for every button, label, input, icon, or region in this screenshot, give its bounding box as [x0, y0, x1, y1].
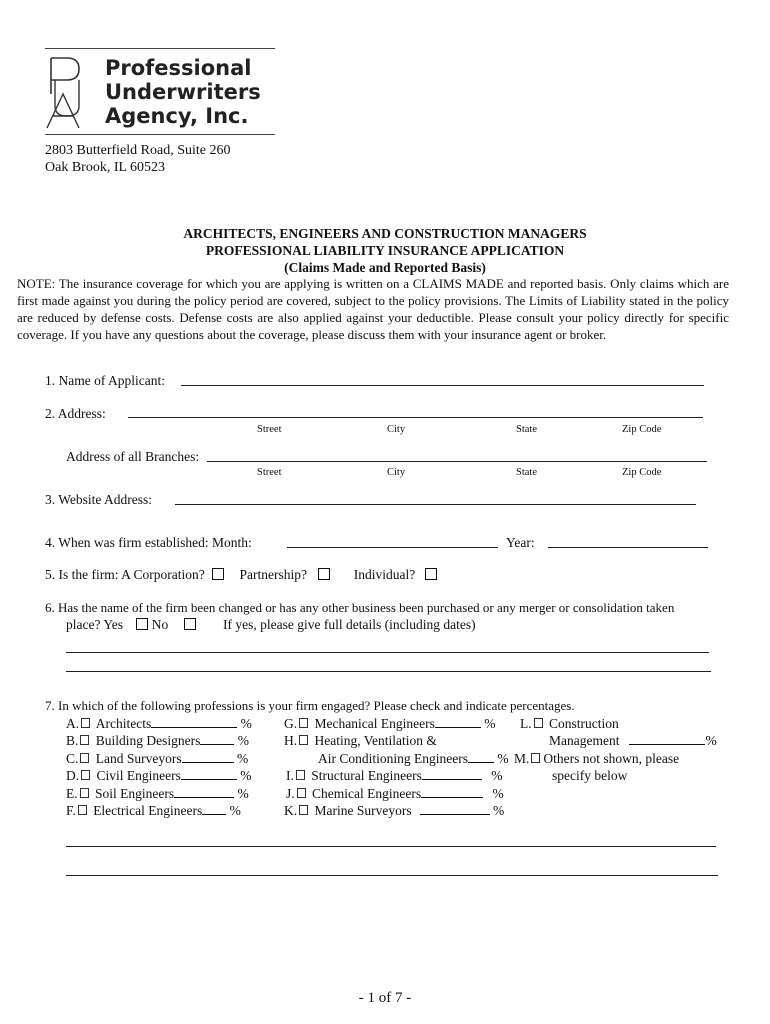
profession-g-checkbox[interactable] [299, 718, 308, 728]
q6-yes-checkbox[interactable] [136, 618, 148, 630]
logo-top-rule [45, 48, 275, 49]
profession-c-checkbox[interactable] [80, 753, 89, 763]
profession-h-line-2: Air Conditioning Engineers % [318, 751, 509, 766]
q4-label: 4. When was firm established: Month: [45, 535, 252, 550]
profession-e-checkbox[interactable] [80, 788, 89, 798]
profession-j[interactable]: J. Chemical Engineers % [286, 786, 504, 801]
pua-monogram-icon [45, 54, 97, 130]
profession-d-checkbox[interactable] [81, 770, 90, 780]
q6-no-label: No [151, 617, 169, 632]
branches-state-label: State [516, 467, 537, 478]
profession-k[interactable]: K. Marine Surveyors % [284, 803, 505, 818]
logo-line-3: Agency, Inc. [105, 104, 249, 128]
address-field[interactable] [128, 417, 703, 418]
profession-i[interactable]: I. Structural Engineers % [286, 768, 503, 783]
other-specify-line-1[interactable] [66, 846, 716, 847]
page-number: - 1 of 7 - [358, 990, 412, 1006]
profession-a[interactable]: A. Architects % [66, 716, 252, 731]
profession-f[interactable]: F. Electrical Engineers % [66, 803, 241, 818]
profession-h[interactable]: H. Heating, Ventilation & [284, 733, 437, 748]
profession-m-checkbox[interactable] [531, 753, 540, 763]
profession-d[interactable]: D. Civil Engineers % [66, 768, 252, 783]
partnership-label: Partnership? [239, 567, 307, 582]
profession-b[interactable]: B. Building Designers % [66, 733, 250, 748]
website-field[interactable] [175, 504, 696, 505]
profession-l-checkbox[interactable] [534, 718, 543, 728]
branches-city-label: City [387, 467, 406, 478]
q5-label [45, 567, 437, 583]
month-field[interactable] [287, 547, 498, 548]
other-specify-line-2[interactable] [66, 875, 718, 876]
profession-e[interactable]: E. Soil Engineers % [66, 786, 249, 801]
q6-details-line-1[interactable] [66, 652, 709, 653]
profession-l-line-2: Management % [549, 733, 717, 748]
q6-yes-label: place? Yes [66, 617, 123, 632]
address-line-1: 2803 Butterfield Road, Suite 260 [45, 143, 231, 158]
year-field[interactable] [548, 547, 708, 548]
q6-line-2 [66, 617, 476, 633]
address-street-label: Street [257, 424, 282, 435]
branches-field[interactable] [207, 461, 707, 462]
partnership-checkbox[interactable] [318, 568, 330, 580]
profession-i-checkbox[interactable] [296, 770, 305, 780]
title-line-1: ARCHITECTS, ENGINEERS AND CONSTRUCTION MANAGERS [183, 226, 587, 241]
branches-label: Address of all Branches: [66, 449, 200, 464]
profession-k-checkbox[interactable] [299, 805, 308, 815]
address-zip-label: Zip Code [622, 424, 662, 435]
profession-h-checkbox[interactable] [299, 735, 308, 745]
q1-label: 1. Name of Applicant: [45, 373, 165, 388]
title-line-3: (Claims Made and Reported Basis) [284, 260, 486, 275]
address-line-2: Oak Brook, IL 60523 [45, 160, 166, 175]
profession-c[interactable]: C. Land Surveyors % [66, 751, 249, 766]
logo-bottom-rule [45, 134, 275, 135]
q6-line-1: 6. Has the name of the firm been changed or has any other business been purchased or any merger or consolidation taken [45, 600, 675, 615]
profession-l[interactable]: L. Construction [520, 716, 619, 731]
q7-label: 7. In which of the following professions is your firm engaged? Please check and indicate percentages. [45, 698, 575, 713]
coverage-note: NOTE: The insurance coverage for which you are applying is written on a CLAIMS MADE and reported basis. Only claims which are first made against you during the policy period are covered, subject to the policy provisions. The Limits of Liability stated in the policy are reduced by defense costs. Defense costs are also applied against your deductible. Please consult your policy directly for specific coverage. If you have any questions about the coverage, please discuss them with your insurance agent or broker. [17, 276, 729, 342]
branches-street-label: Street [257, 467, 282, 478]
year-label: Year: [506, 535, 535, 550]
profession-f-checkbox[interactable] [78, 805, 87, 815]
q6-details-line-2[interactable] [66, 671, 711, 672]
individual-label: Individual? [353, 567, 416, 582]
title-line-2: PROFESSIONAL LIABILITY INSURANCE APPLICATION [205, 243, 565, 258]
address-state-label: State [516, 424, 537, 435]
q3-label: 3. Website Address: [45, 492, 153, 507]
corporation-checkbox[interactable] [212, 568, 224, 580]
logo-line-1: Professional [105, 56, 252, 80]
q6-details-label: If yes, please give full details (including dates) [223, 617, 476, 632]
branches-zip-label: Zip Code [622, 467, 662, 478]
q2-label: 2. Address: [45, 406, 106, 421]
profession-b-checkbox[interactable] [80, 735, 89, 745]
company-logo [45, 48, 277, 138]
profession-m-line-2: specify below [552, 768, 628, 783]
profession-g[interactable]: G. Mechanical Engineers % [284, 716, 496, 731]
corporation-label: 5. Is the firm: A Corporation? [45, 567, 205, 582]
profession-m[interactable]: M. Others not shown, please [514, 751, 680, 766]
q6-no-checkbox[interactable] [184, 618, 196, 630]
logo-line-2: Underwriters [105, 80, 261, 104]
profession-a-checkbox[interactable] [81, 718, 90, 728]
individual-checkbox[interactable] [425, 568, 437, 580]
profession-j-checkbox[interactable] [297, 788, 306, 798]
applicant-name-field[interactable] [181, 385, 704, 386]
address-city-label: City [387, 424, 406, 435]
